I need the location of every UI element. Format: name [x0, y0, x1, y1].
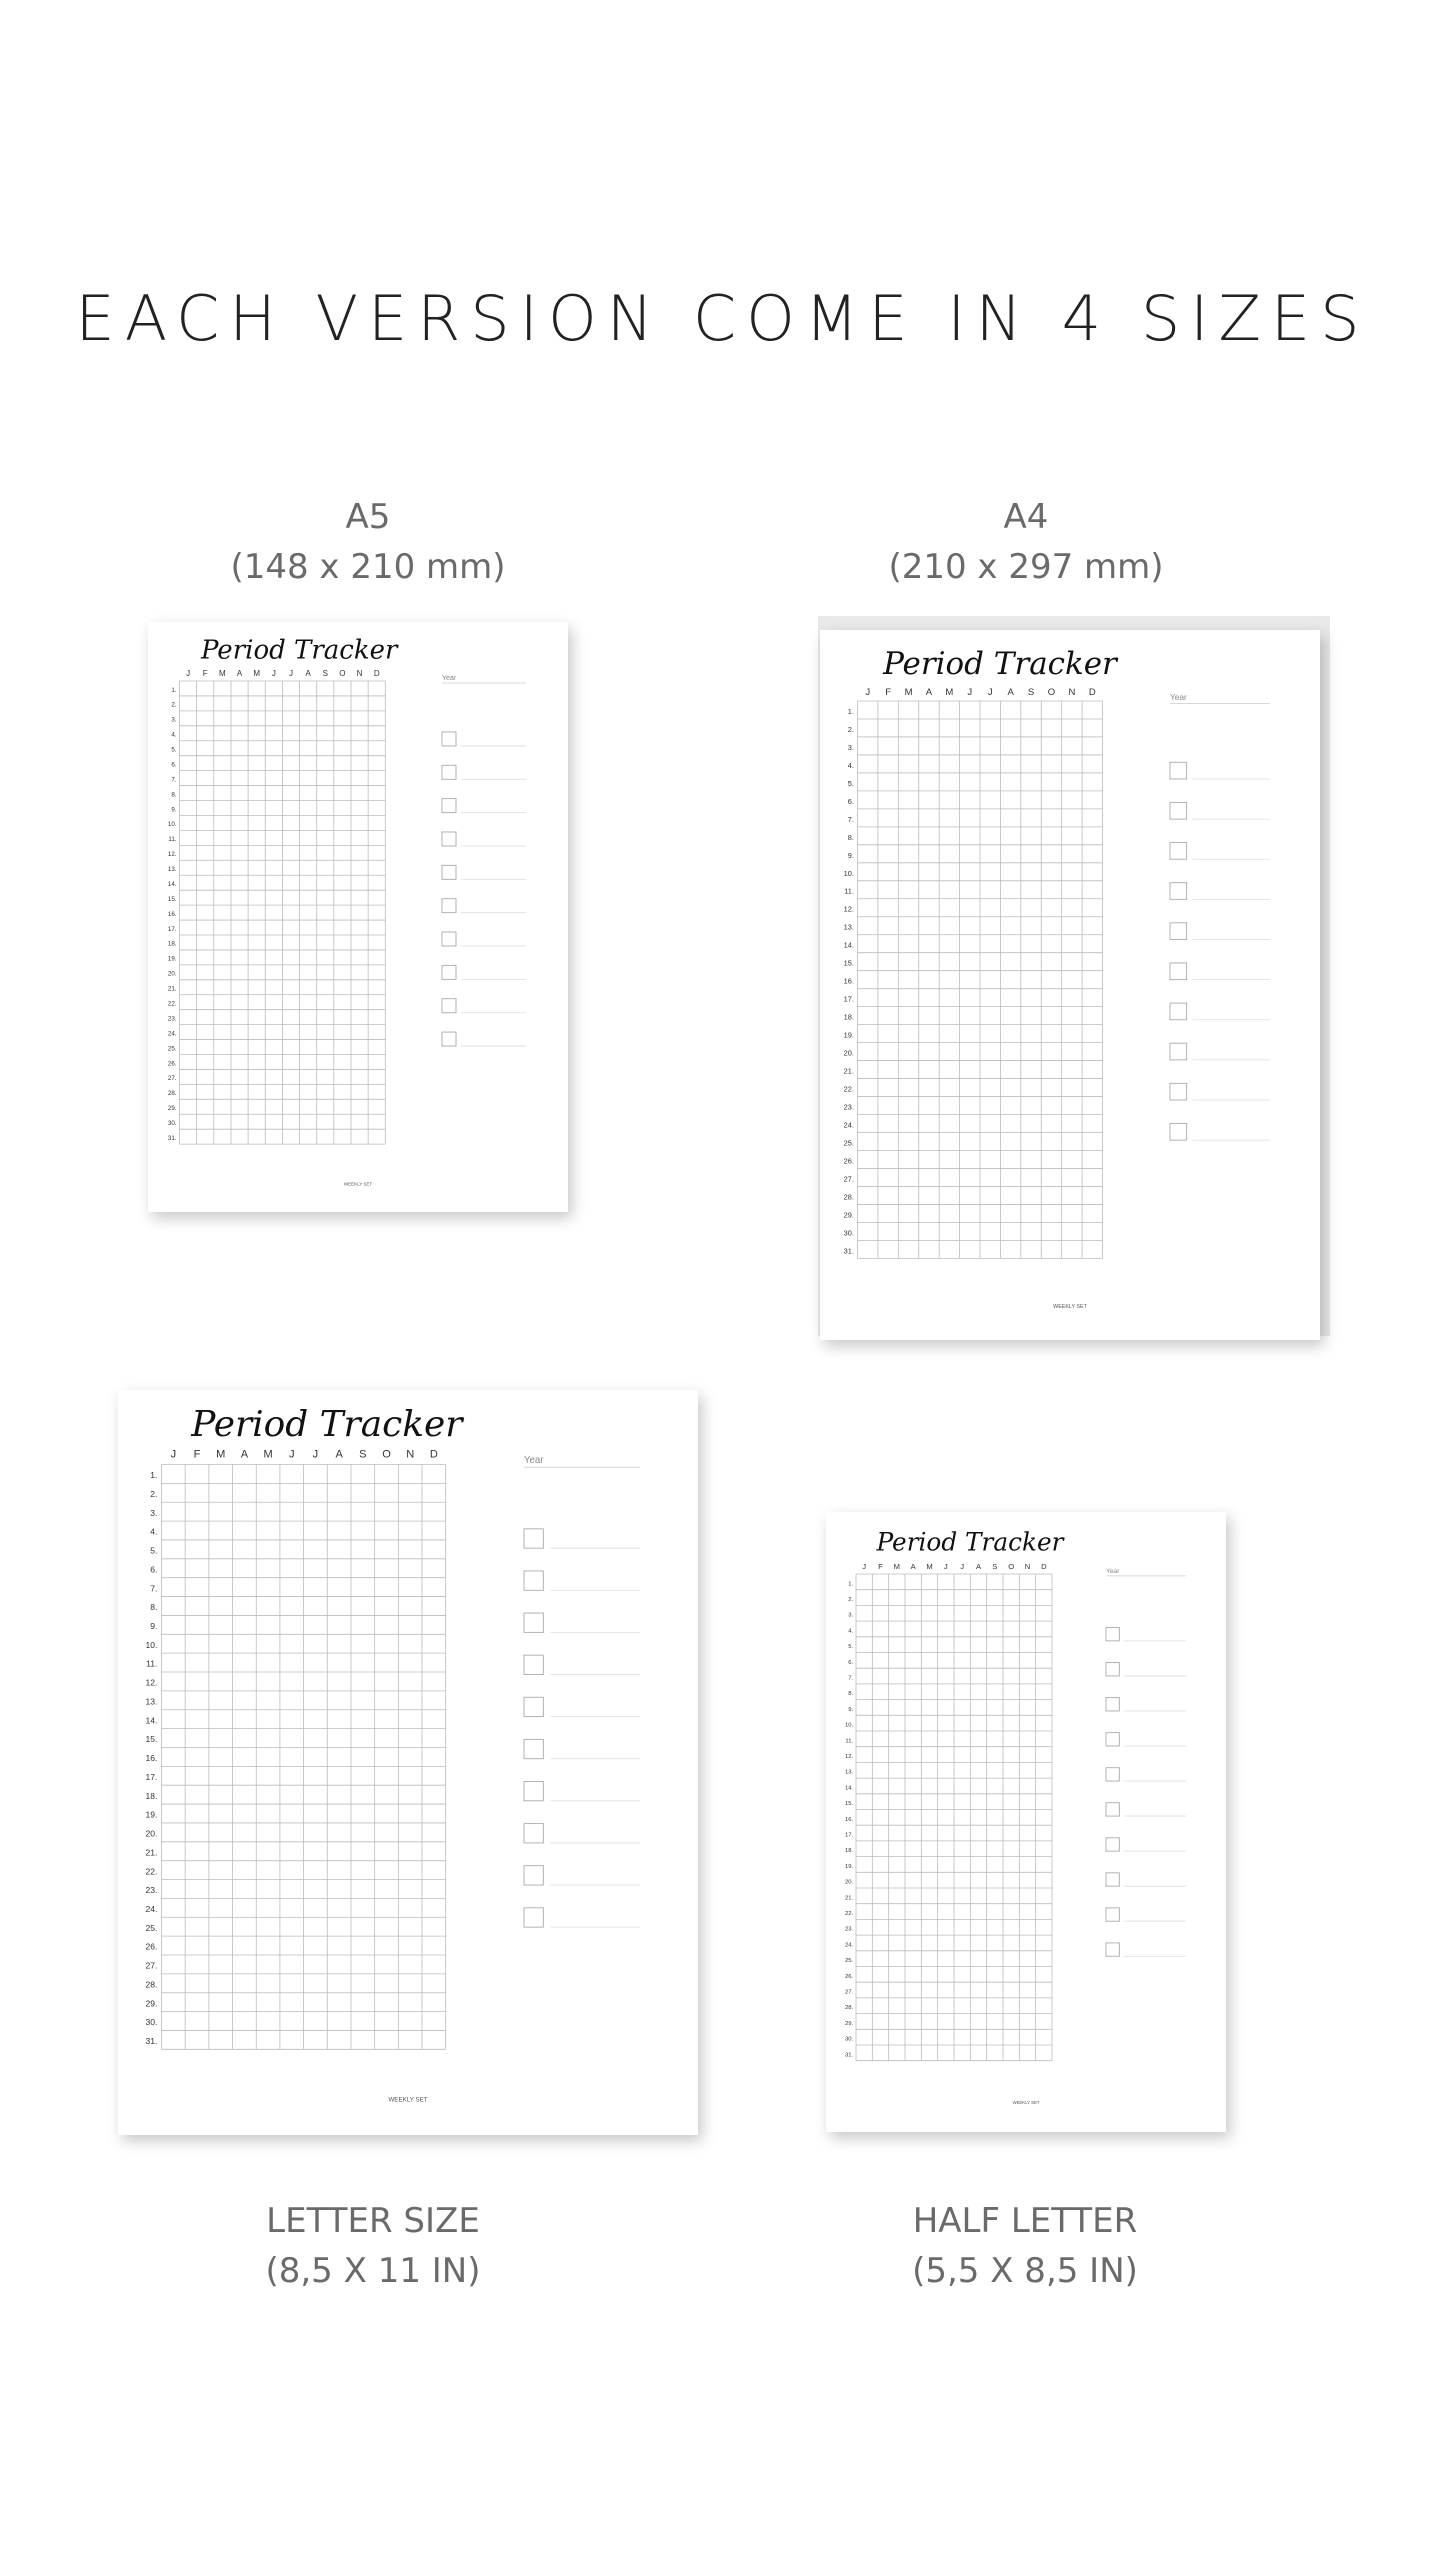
- day-label: 30.: [844, 2036, 854, 2043]
- size-dimensions: (210 x 297 mm): [888, 547, 1164, 587]
- year-label: Year: [1170, 691, 1187, 702]
- month-label: F: [885, 687, 892, 699]
- day-label: 17.: [844, 1832, 854, 1839]
- day-label: 3.: [171, 716, 177, 724]
- day-label: 6.: [150, 1564, 158, 1575]
- checkbox: [524, 1697, 543, 1716]
- day-label: 20.: [843, 1048, 854, 1058]
- tracker-grid: [856, 1574, 1052, 2061]
- month-label: S: [322, 669, 328, 678]
- day-label: 24.: [843, 1120, 854, 1130]
- size-dimensions: (5,5 X 8,5 IN): [912, 2251, 1138, 2291]
- day-label: 7.: [171, 776, 177, 784]
- checkbox: [442, 799, 456, 813]
- day-label: 6.: [847, 796, 854, 806]
- size-caption-a4: [856, 492, 1196, 592]
- day-label: 24.: [844, 1942, 854, 1949]
- tracker-page: [826, 1512, 1226, 2132]
- month-label: M: [216, 1448, 226, 1461]
- checkbox: [1170, 1003, 1187, 1020]
- day-label: 28.: [844, 2005, 854, 2012]
- day-label: 1.: [847, 706, 854, 716]
- day-label: 17.: [145, 1771, 158, 1782]
- day-label: 3.: [848, 1612, 854, 1619]
- day-label: 26.: [844, 1973, 854, 1980]
- month-label: A: [335, 1448, 343, 1461]
- checkbox: [442, 732, 456, 746]
- checkbox: [1106, 1628, 1119, 1641]
- day-label: 22.: [843, 1084, 854, 1094]
- checkbox: [524, 1739, 543, 1758]
- day-label: 5.: [171, 746, 177, 754]
- day-label: 14.: [844, 1785, 854, 1792]
- month-label: A: [975, 1562, 982, 1572]
- month-label: F: [202, 669, 208, 678]
- checkbox: [1106, 1943, 1119, 1956]
- checkbox: [1170, 923, 1187, 940]
- day-label: 7.: [847, 814, 854, 824]
- day-label: 29.: [843, 1210, 854, 1220]
- checkbox: [524, 1824, 543, 1843]
- checkbox: [1106, 1873, 1119, 1886]
- month-label: A: [240, 1448, 249, 1461]
- day-label: 16.: [843, 976, 854, 986]
- day-label: 19.: [843, 1030, 854, 1040]
- tracker-grid: [858, 701, 1103, 1258]
- size-dimensions: (8,5 X 11 IN): [265, 2251, 481, 2291]
- month-label: N: [356, 669, 363, 678]
- day-label: 27.: [145, 1960, 158, 1971]
- day-label: 22.: [167, 1000, 177, 1008]
- day-label: 16.: [167, 910, 177, 918]
- day-label: 24.: [167, 1030, 177, 1038]
- month-label: A: [305, 669, 311, 678]
- day-label: 23.: [145, 1885, 158, 1896]
- day-label: 13.: [145, 1696, 158, 1707]
- day-label: 22.: [844, 1911, 854, 1918]
- day-label: 21.: [844, 1895, 854, 1902]
- month-label: J: [186, 669, 191, 678]
- day-label: 1.: [150, 1470, 158, 1481]
- day-label: 9.: [848, 1706, 854, 1713]
- day-label: 2.: [848, 1597, 854, 1604]
- checkbox: [524, 1571, 543, 1590]
- day-label: 19.: [145, 1809, 158, 1820]
- day-label: 4.: [848, 1628, 854, 1635]
- day-label: 30.: [843, 1228, 854, 1238]
- month-label: A: [925, 687, 933, 699]
- sheet-half-letter: [826, 1512, 1226, 2132]
- size-name: A4: [1003, 497, 1049, 537]
- day-label: 24.: [145, 1903, 158, 1914]
- checkbox: [1170, 1083, 1187, 1100]
- month-label: J: [271, 669, 276, 678]
- day-label: 5.: [848, 1644, 854, 1651]
- page-footer: WEEKLY SET: [343, 1181, 373, 1187]
- day-label: 9.: [171, 806, 177, 814]
- year-label: Year: [524, 1455, 544, 1467]
- size-name: LETTER SIZE: [266, 2201, 480, 2241]
- month-label: N: [1024, 1562, 1031, 1572]
- day-label: 3.: [150, 1507, 158, 1518]
- day-label: 2.: [171, 701, 177, 709]
- page-heading: EACH VERSION COME IN 4 SIZES: [75, 282, 1370, 355]
- day-label: 29.: [844, 2020, 854, 2027]
- day-label: 8.: [848, 1691, 854, 1698]
- checkbox: [1170, 843, 1187, 860]
- month-label: J: [987, 687, 993, 699]
- month-label: M: [893, 1562, 901, 1572]
- checkbox: [1106, 1838, 1119, 1851]
- day-label: 4.: [847, 760, 854, 770]
- day-label: 25.: [844, 1958, 854, 1965]
- day-label: 18.: [167, 940, 177, 948]
- day-label: 13.: [844, 1769, 854, 1776]
- day-label: 18.: [843, 1012, 854, 1022]
- day-label: 16.: [844, 1816, 854, 1823]
- day-label: 25.: [167, 1045, 177, 1053]
- day-label: 1.: [171, 686, 177, 694]
- month-label: O: [339, 669, 346, 678]
- day-label: 11.: [845, 1738, 854, 1745]
- day-label: 8.: [171, 791, 177, 799]
- day-label: 2.: [150, 1488, 158, 1499]
- day-label: 5.: [150, 1545, 158, 1556]
- day-label: 10.: [145, 1639, 158, 1650]
- day-label: 31.: [167, 1134, 177, 1142]
- day-label: 19.: [844, 1863, 854, 1870]
- day-label: 7.: [848, 1675, 854, 1682]
- day-label: 20.: [167, 970, 177, 978]
- size-caption-a5: [198, 492, 538, 592]
- page-footer: WEEKLY SET: [388, 2096, 428, 2104]
- checkbox: [442, 832, 456, 846]
- checkbox: [524, 1908, 543, 1927]
- checkbox: [1106, 1698, 1119, 1711]
- day-label: 21.: [167, 985, 177, 993]
- checkbox: [524, 1781, 543, 1800]
- tracker-title: Period Tracker: [883, 646, 1117, 683]
- month-label: J: [943, 1562, 948, 1572]
- day-label: 5.: [847, 778, 854, 788]
- month-label: J: [865, 687, 871, 699]
- month-label: D: [1088, 687, 1096, 699]
- checkbox: [442, 999, 456, 1013]
- day-label: 8.: [150, 1602, 158, 1613]
- day-label: 13.: [843, 922, 854, 932]
- checkbox: [442, 865, 456, 879]
- tracker-title: Period Tracker: [191, 1404, 463, 1446]
- tracker-grid: [162, 1465, 446, 2050]
- month-label: M: [219, 669, 226, 678]
- day-label: 20.: [844, 1879, 854, 1886]
- day-label: 18.: [844, 1848, 854, 1855]
- checkbox: [1170, 1043, 1187, 1060]
- month-label: J: [170, 1448, 177, 1461]
- sheet-letter: [118, 1390, 698, 2135]
- checkbox: [1170, 802, 1187, 819]
- day-label: 16.: [145, 1753, 158, 1764]
- checkbox: [1106, 1908, 1119, 1921]
- size-caption-letter: [198, 2196, 548, 2296]
- month-label: M: [263, 1448, 273, 1461]
- day-label: 23.: [844, 1926, 854, 1933]
- day-label: 6.: [171, 761, 177, 769]
- day-label: 14.: [843, 940, 854, 950]
- checkbox: [442, 1032, 456, 1046]
- month-label: S: [992, 1562, 998, 1572]
- month-label: J: [967, 687, 973, 699]
- day-label: 7.: [150, 1583, 158, 1594]
- month-label: O: [1047, 687, 1056, 699]
- day-label: 31.: [844, 2052, 854, 2059]
- day-label: 22.: [145, 1866, 158, 1877]
- checkbox: [1106, 1663, 1119, 1676]
- day-label: 12.: [145, 1677, 158, 1688]
- month-label: J: [312, 1448, 319, 1461]
- month-label: J: [288, 669, 293, 678]
- month-label: N: [406, 1448, 415, 1461]
- day-label: 23.: [843, 1102, 854, 1112]
- day-label: 30.: [145, 2017, 158, 2028]
- page-footer: WEEKLY SET: [1053, 1304, 1087, 1311]
- tracker-title: Period Tracker: [876, 1527, 1064, 1557]
- day-label: 17.: [167, 925, 177, 933]
- month-label: F: [193, 1448, 201, 1461]
- day-label: 12.: [167, 851, 177, 859]
- day-label: 10.: [843, 868, 854, 878]
- day-label: 11.: [168, 836, 177, 844]
- month-label: A: [1007, 687, 1014, 699]
- day-label: 27.: [167, 1075, 177, 1083]
- day-label: 17.: [843, 994, 854, 1004]
- day-label: 26.: [843, 1156, 854, 1166]
- day-label: 31.: [145, 2036, 158, 2047]
- checkbox: [1106, 1733, 1119, 1746]
- checkbox: [1106, 1803, 1119, 1816]
- checkbox: [442, 965, 456, 979]
- month-label: N: [1068, 687, 1076, 699]
- tracker-title: Period Tracker: [200, 635, 398, 666]
- checkbox: [1170, 963, 1187, 980]
- month-label: J: [862, 1562, 867, 1572]
- month-label: J: [960, 1562, 965, 1572]
- day-label: 14.: [167, 880, 177, 888]
- year-label: Year: [1106, 1568, 1120, 1576]
- checkbox: [524, 1613, 543, 1632]
- month-label: D: [373, 669, 380, 678]
- day-label: 21.: [843, 1066, 854, 1076]
- day-label: 8.: [847, 832, 854, 842]
- tracker-page: [118, 1390, 698, 2135]
- day-label: 21.: [145, 1847, 158, 1858]
- sheet-a4: [820, 630, 1320, 1340]
- checkbox: [524, 1529, 543, 1548]
- tracker-page: [820, 630, 1320, 1340]
- day-label: 23.: [167, 1015, 177, 1023]
- month-label: S: [359, 1448, 367, 1461]
- month-label: D: [1041, 1562, 1047, 1572]
- day-label: 27.: [843, 1174, 854, 1184]
- checkbox: [1106, 1768, 1119, 1781]
- month-label: A: [236, 669, 243, 678]
- month-label: A: [910, 1562, 916, 1572]
- day-label: 6.: [848, 1659, 854, 1666]
- page-footer: WEEKLY SET: [1012, 2100, 1040, 2106]
- day-label: 19.: [167, 955, 177, 963]
- day-label: 29.: [167, 1105, 177, 1113]
- month-label: F: [878, 1562, 883, 1572]
- day-label: 4.: [171, 731, 177, 739]
- day-label: 10.: [844, 1722, 854, 1729]
- day-label: 12.: [843, 904, 854, 914]
- checkbox: [1170, 883, 1187, 900]
- day-label: 15.: [844, 1801, 854, 1808]
- day-label: 25.: [843, 1138, 854, 1148]
- day-label: 26.: [167, 1060, 177, 1068]
- day-label: 15.: [167, 895, 177, 903]
- month-label: M: [253, 669, 261, 678]
- day-label: 2.: [847, 724, 854, 734]
- month-label: J: [289, 1448, 295, 1461]
- day-label: 11.: [844, 886, 854, 896]
- day-label: 15.: [843, 958, 854, 968]
- year-label: Year: [442, 675, 457, 682]
- day-label: 14.: [145, 1715, 158, 1726]
- tracker-page: [148, 622, 568, 1212]
- month-label: M: [926, 1562, 933, 1572]
- day-label: 10.: [167, 821, 177, 829]
- size-caption-half-letter: [850, 2196, 1200, 2296]
- tracker-grid: [180, 681, 386, 1144]
- day-label: 26.: [145, 1941, 158, 1952]
- day-label: 4.: [150, 1526, 158, 1537]
- size-dimensions: (148 x 210 mm): [230, 547, 506, 587]
- checkbox: [1170, 762, 1187, 779]
- day-label: 30.: [167, 1120, 177, 1128]
- day-label: 12.: [844, 1754, 854, 1761]
- checkbox: [524, 1866, 543, 1885]
- checkbox: [524, 1655, 543, 1674]
- day-label: 31.: [843, 1246, 854, 1256]
- month-label: S: [1027, 687, 1035, 699]
- month-label: M: [945, 687, 954, 699]
- checkbox: [442, 765, 456, 779]
- day-label: 11.: [146, 1658, 158, 1669]
- day-label: 1.: [848, 1581, 854, 1588]
- day-label: 18.: [145, 1790, 158, 1801]
- day-label: 9.: [150, 1621, 158, 1632]
- month-label: O: [382, 1448, 391, 1461]
- size-name: HALF LETTER: [912, 2201, 1138, 2241]
- day-label: 28.: [843, 1192, 854, 1202]
- size-name: A5: [345, 497, 391, 537]
- sheet-a5: [148, 622, 568, 1212]
- day-label: 28.: [167, 1090, 177, 1098]
- checkbox: [1170, 1123, 1187, 1140]
- day-label: 9.: [847, 850, 854, 860]
- day-label: 20.: [145, 1828, 158, 1839]
- month-label: O: [1008, 1562, 1015, 1572]
- day-label: 28.: [145, 1979, 158, 1990]
- day-label: 27.: [844, 1989, 854, 1996]
- checkbox: [442, 932, 456, 946]
- day-label: 3.: [847, 742, 854, 752]
- day-label: 25.: [145, 1922, 158, 1933]
- day-label: 13.: [167, 866, 177, 874]
- month-label: D: [429, 1448, 438, 1461]
- checkbox: [442, 899, 456, 913]
- day-label: 29.: [145, 1998, 158, 2009]
- month-label: M: [904, 687, 913, 699]
- day-label: 15.: [145, 1734, 158, 1745]
